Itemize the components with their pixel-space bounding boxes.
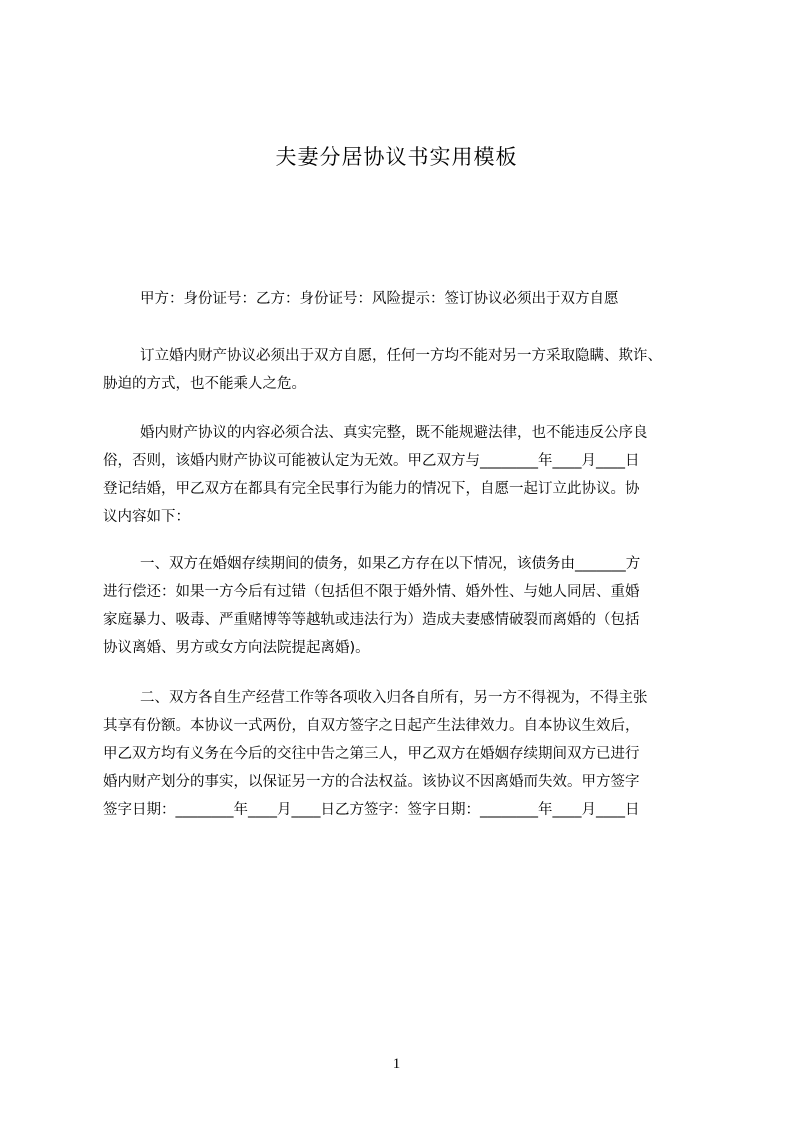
signature-date-line: 签字日期：________年____月____日乙方签字：签字日期：________年____月____日	[103, 802, 640, 818]
paragraph-line: 婚内财产划分的事实，以保证另一方的合法权益。该协议不因离婚而失效。甲方签字	[103, 774, 640, 790]
document-title: 夫妻分居协议书实用模板	[275, 145, 518, 169]
clause-two-income	[103, 684, 723, 824]
paragraph-legality	[103, 419, 723, 531]
party-info-text: 甲方：身份证号：乙方：身份证号：风险提示：签订协议必须出于双方自愿	[140, 291, 619, 307]
paragraph-line: 家庭暴力、吸毒、严重赌博等等越轨或违法行为）造成夫妻感情破裂而离婚的（包括	[103, 612, 640, 628]
paragraph-line: 协议离婚、男方或女方向法院提起离婚)。	[103, 640, 370, 656]
paragraph-line: 俗，否则，该婚内财产协议可能被认定为无效。甲乙双方与________年____月____日	[103, 453, 640, 469]
paragraph-line: 一、双方在婚姻存续期间的债务，如果乙方存在以下情况，该债务由_______方	[140, 556, 641, 572]
clause-one-debts	[103, 550, 723, 662]
paragraph-line: 进行偿还：如果一方今后有过错（包括但不限于婚外情、婚外性、与她人同居、重婚	[103, 584, 640, 600]
paragraph-line: 甲乙双方均有义务在今后的交往中告之第三人，甲乙双方在婚姻存续期间双方已进行	[103, 746, 640, 762]
party-info-line	[103, 285, 760, 313]
page-number: 1	[392, 1056, 401, 1072]
paragraph-voluntary	[103, 342, 723, 398]
paragraph-line: 胁迫的方式，也不能乘人之危。	[103, 376, 306, 392]
paragraph-line: 议内容如下：	[103, 509, 190, 525]
paragraph-line: 婚内财产协议的内容必须合法、真实完整，既不能规避法律，也不能违反公序良	[140, 425, 648, 441]
paragraph-line: 订立婚内财产协议必须出于双方自愿，任何一方均不能对另一方采取隐瞒、欺诈、	[140, 348, 662, 364]
paragraph-line: 二、双方各自生产经营工作等各项收入归各自所有，另一方不得视为，不得主张	[140, 690, 648, 706]
paragraph-line: 登记结婚，甲乙双方在都具有完全民事行为能力的情况下，自愿一起订立此协议。协	[103, 481, 640, 497]
paragraph-line: 其享有份额。本协议一式两份，自双方签字之日起产生法律效力。自本协议生效后，	[103, 718, 640, 734]
